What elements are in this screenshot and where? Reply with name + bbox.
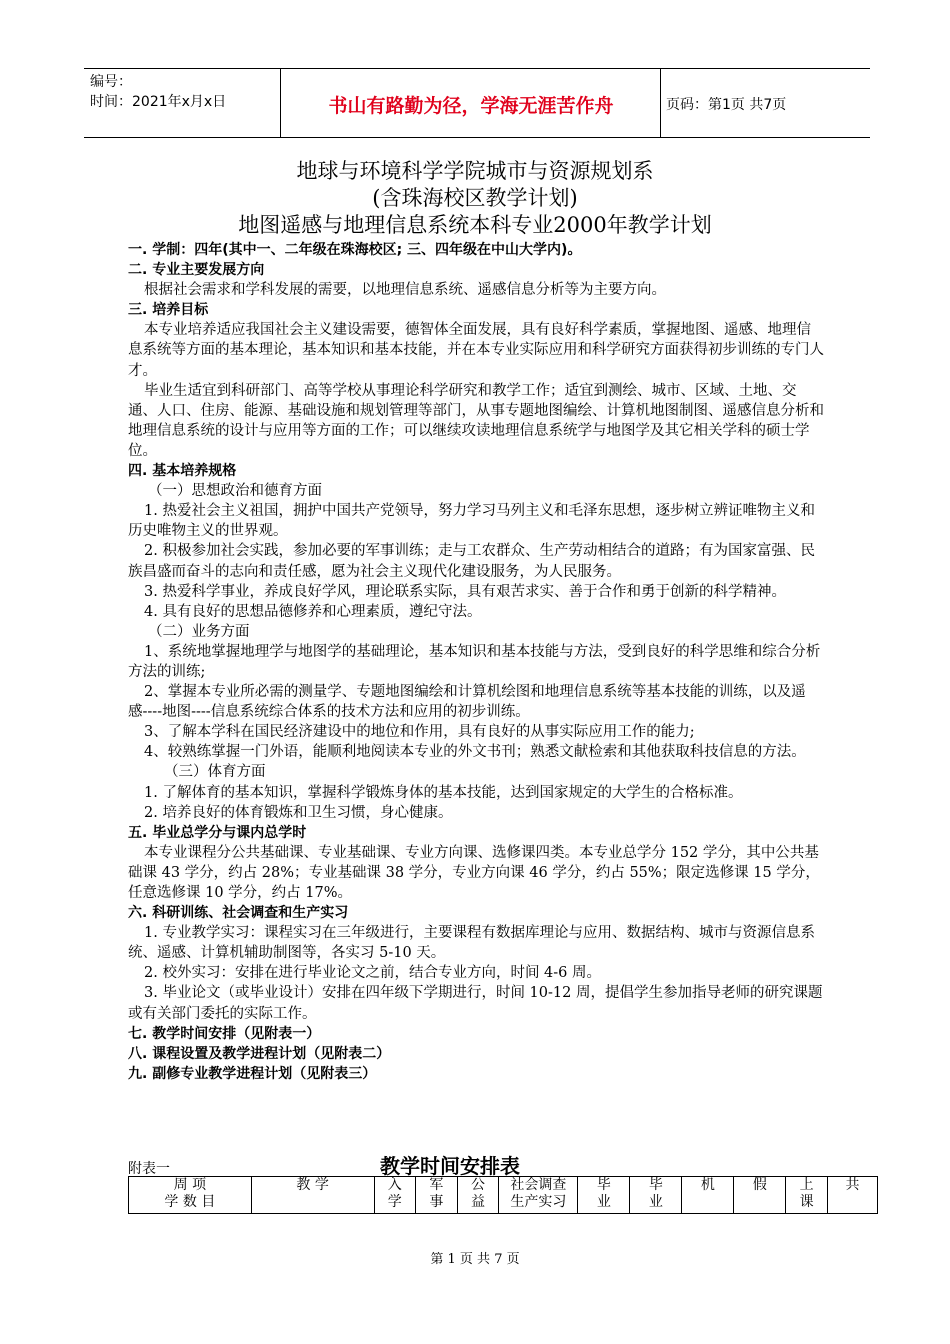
section-4-c-1: 1. 了解体育的基本知识，掌握科学锻炼身体的基本技能，达到国家规定的大学生的合格标准。 bbox=[144, 784, 743, 801]
section-4-a-1: 1. 热爱社会主义祖国，拥护中国共产党领导，努力学习马列主义和毛泽东思想，逐步树立辨证唯物主义和历史唯物主义的世界观。 bbox=[128, 503, 815, 540]
table-header-cell: 军 事 bbox=[416, 1177, 458, 1214]
header-motto: 书山有路勤为径，学海无涯苦作舟 bbox=[328, 95, 614, 117]
table-header-row bbox=[129, 1177, 878, 1214]
section-7-heading: 七. 教学时间安排（见附表一） bbox=[128, 1025, 321, 1042]
section-6-item-3: 3. 毕业论文（或毕业设计）安排在四年级下学期进行，时间 10-12 周，提倡学生参加指导老师的研究课题或有关部门委托的实际工作。 bbox=[128, 985, 823, 1022]
header-divider-left bbox=[280, 69, 281, 137]
document-titles bbox=[0, 158, 950, 239]
schedule-table bbox=[128, 1176, 878, 1214]
table-header-cell: 入 学 bbox=[374, 1177, 416, 1214]
section-6-heading: 六. 科研训练、社会调查和生产实习 bbox=[128, 905, 349, 922]
section-4-sub-a: （一）思想政治和德育方面 bbox=[148, 483, 322, 500]
document-body bbox=[128, 240, 824, 1084]
table-header-cell: 社会调查 生产实习 bbox=[499, 1177, 578, 1214]
section-5-text: 本专业课程分公共基础课、专业基础课、专业方向课、选修课四类。本专业总学分 152 学分，其中公共基础课 43 学分，约占 28%；专业基础课 38 学分，专业方向课 46 学分，约占 55%；限定选修课 15 学分，任意选修课 10 学分，约占 17%。 bbox=[128, 844, 820, 901]
section-4-heading: 四. 基本培养规格 bbox=[128, 463, 237, 480]
title-campus: (含珠海校区教学计划) bbox=[372, 186, 578, 210]
table-header-cell: 教 学 bbox=[251, 1177, 374, 1214]
code-label: 编号： bbox=[90, 74, 132, 90]
page-footer: 第 1 页 共 7 页 bbox=[430, 1252, 520, 1267]
header-meta bbox=[90, 72, 226, 112]
section-3-para-2: 毕业生适宜到科研部门、高等学校从事理论科学研究和教学工作；适宜到测绘、城市、区域、土地、交通、人口、住房、能源、基础设施和规划管理等部门，从事专题地图编绘、计算机地图制图、遥感信息分析和地理信息系统的设计与应用等方面的工作；可以继续攻读地理信息系统学与地图学及其它相关学科的硕士学位。 bbox=[128, 382, 824, 459]
page-header bbox=[84, 68, 870, 138]
table-title: 教学时间安排表 bbox=[380, 1154, 520, 1178]
section-4-a-2: 2. 积极参加社会实践，参加必要的军事训练；走与工农群众、生产劳动相结合的道路；有为国家富强、民族昌盛而奋斗的志向和责任感，愿为社会主义现代化建设服务，为人民服务。 bbox=[128, 543, 815, 580]
section-4-c-2: 2. 培养良好的体育锻炼和卫生习惯，身心健康。 bbox=[144, 804, 453, 821]
annex-label: 附表一 bbox=[128, 1161, 170, 1177]
header-divider-right bbox=[660, 69, 661, 137]
section-9-heading: 九. 副修专业教学进程计划（见附表三） bbox=[128, 1065, 377, 1082]
section-5-heading: 五. 毕业总学分与课内总学时 bbox=[128, 824, 307, 841]
table-header-cell: 周 项 学 数 目 bbox=[129, 1177, 252, 1214]
table-header-cell: 上 课 bbox=[786, 1177, 828, 1214]
section-4-b-2: 2、掌握本专业所必需的测量学、专题地图编绘和计算机绘图和地理信息系统等基本技能的训练，以及遥感----地图----信息系统综合体系的技术方法和应用的初步训练。 bbox=[128, 684, 806, 721]
section-4-sub-b: （二）业务方面 bbox=[148, 623, 250, 640]
table-header-cell: 机 bbox=[682, 1177, 734, 1214]
section-6-item-2: 2. 校外实习：安排在进行毕业论文之前，结合专业方向，时间 4-6 周。 bbox=[144, 965, 602, 982]
section-8-heading: 八. 课程设置及教学进程计划（见附表二） bbox=[128, 1045, 391, 1062]
section-4-a-3: 3. 热爱科学事业，养成良好学风，理论联系实际，具有艰苦求实、善于合作和勇于创新的科学精神。 bbox=[144, 583, 786, 600]
section-4-b-1: 1、系统地掌握地理学与地图学的基础理论，基本知识和基本技能与方法，受到良好的科学思维和综合分析方法的训练; bbox=[128, 643, 821, 680]
section-4-sub-c: （三）体育方面 bbox=[164, 764, 266, 781]
table-header-cell: 毕 业 bbox=[578, 1177, 630, 1214]
header-page-number: 页码：第1页 共7页 bbox=[666, 97, 787, 113]
section-4-b-4: 4、较熟练掌握一门外语，能顺利地阅读本专业的外文书刊；熟悉文献检索和其他获取科技信息的方法。 bbox=[144, 744, 806, 761]
section-3-heading: 三. 培养目标 bbox=[128, 302, 209, 319]
section-3-para-1: 本专业培养适应我国社会主义建设需要，德智体全面发展，具有良好科学素质，掌握地图、遥感、地理信息系统等方面的基本理论，基本知识和基本技能，并在本专业实际应用和科学研究方面获得初步训练的专门人才。 bbox=[128, 322, 824, 379]
section-2-text: 根据社会需求和学科发展的需要，以地理信息系统、遥感信息分析等为主要方向。 bbox=[144, 282, 666, 299]
time-label: 时间：2021年x月x日 bbox=[90, 94, 227, 110]
table-header-cell: 公 益 bbox=[457, 1177, 499, 1214]
section-2-heading: 二. 专业主要发展方向 bbox=[128, 262, 265, 279]
section-1: 一. 学制：四年(其中一、二年级在珠海校区; 三、四年级在中山大学内)。 bbox=[128, 242, 582, 258]
table-header-cell: 假 bbox=[734, 1177, 786, 1214]
title-department: 地球与环境科学学院城市与资源规划系 bbox=[296, 159, 654, 183]
table-header-cell: 毕 业 bbox=[630, 1177, 682, 1214]
section-6-item-1: 1. 专业教学实习：课程实习在三年级进行，主要课程有数据库理论与应用、数据结构、城市与资源信息系统、遥感、计算机辅助制图等，各实习 5-10 天。 bbox=[128, 925, 815, 962]
title-plan: 地图遥感与地理信息系统本科专业2000年教学计划 bbox=[238, 213, 712, 237]
section-4-b-3: 3、了解本学科在国民经济建设中的地位和作用，具有良好的从事实际应用工作的能力; bbox=[144, 724, 695, 741]
table-header-cell: 共 bbox=[827, 1177, 877, 1214]
section-4-a-4: 4. 具有良好的思想品德修养和心理素质，遵纪守法。 bbox=[144, 603, 482, 620]
